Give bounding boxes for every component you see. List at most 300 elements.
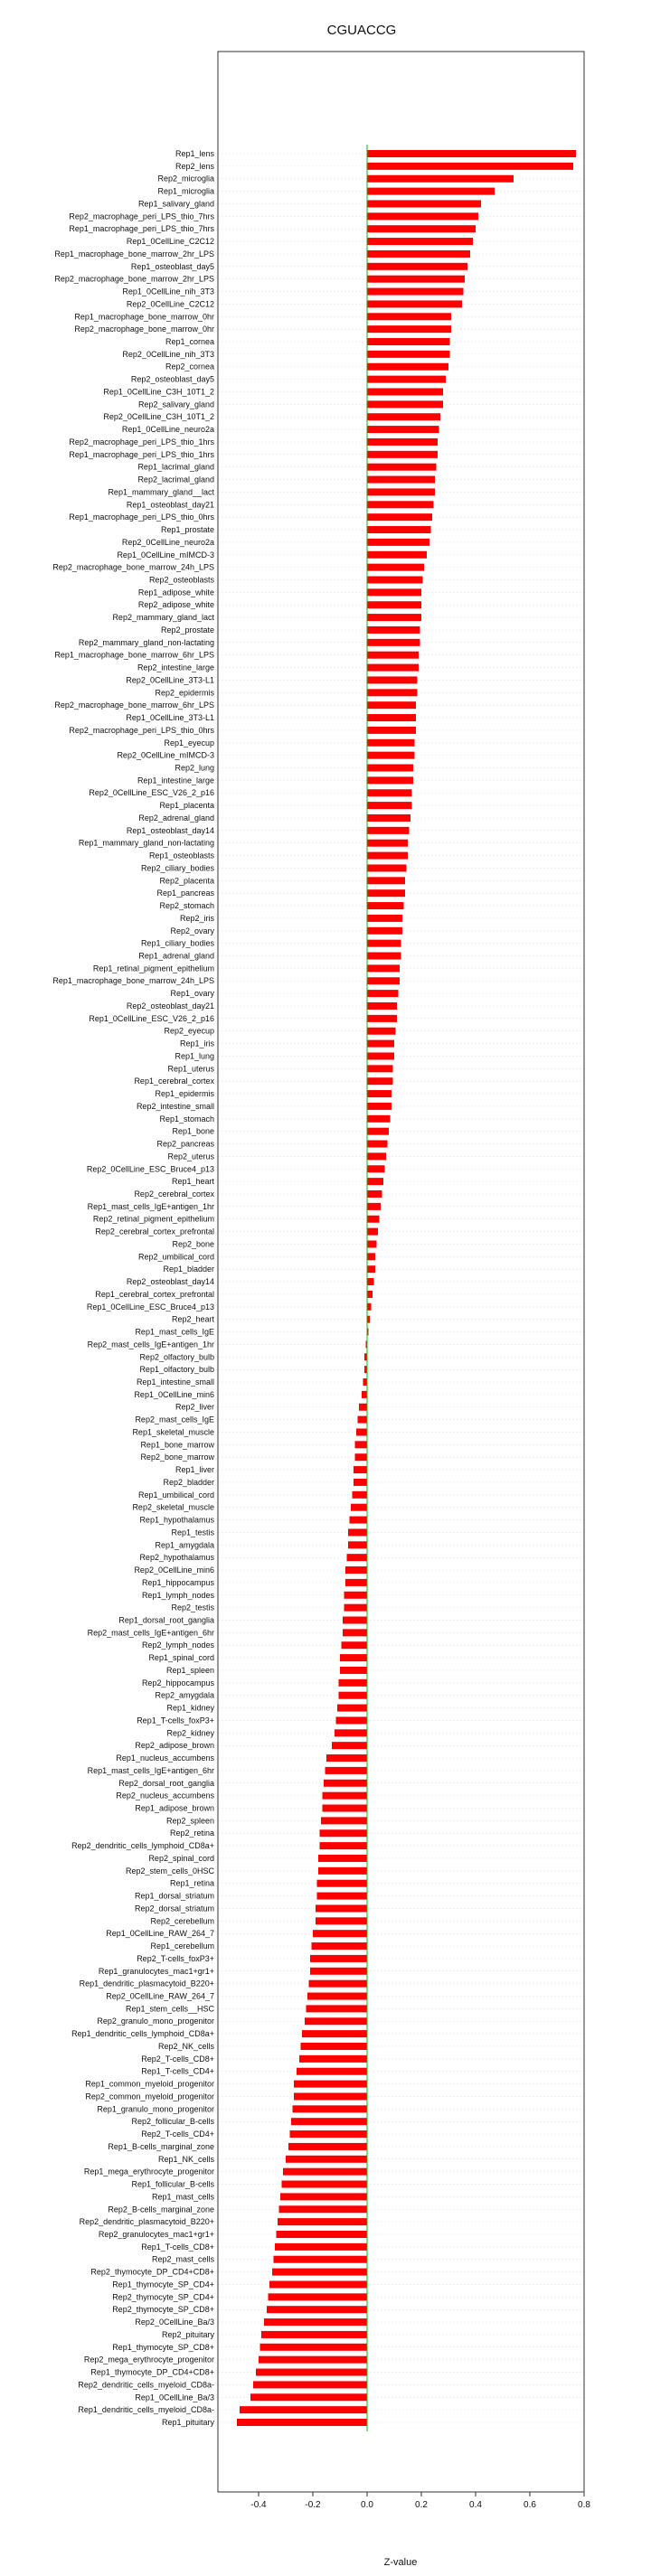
category-label: Rep1_0CellLine_ESC_V26_2_p16 [89, 1013, 214, 1023]
category-label: Rep2_uterus [167, 1152, 214, 1161]
category-label: Rep2_kidney [166, 1728, 214, 1738]
bar [367, 789, 412, 796]
bar [367, 827, 410, 834]
bar [367, 376, 446, 383]
bar [253, 2381, 367, 2388]
category-label: Rep1_heart [171, 1177, 214, 1187]
bar [367, 464, 437, 471]
category-label: Rep2_stem_cells_0HSC [125, 1866, 214, 1876]
category-label: Rep2_stomach [159, 901, 214, 911]
bar [367, 1240, 377, 1247]
category-label: Rep1_B-cells_marginal_zone [108, 2141, 214, 2151]
bar [317, 1880, 368, 1887]
category-label: Rep1_prostate [160, 525, 214, 535]
category-label: Rep2_mammary_gland_non-lactating [78, 637, 214, 647]
bar [367, 1103, 392, 1110]
category-label: Rep2_dorsal_root_ganglia [118, 1778, 214, 1788]
category-label: Rep2_pituitary [161, 2329, 214, 2339]
category-label: Rep2_osteoblasts [148, 575, 214, 585]
bar [367, 1028, 396, 1035]
category-label: Rep1_0CellLine_C3H_10T1_2 [103, 387, 214, 397]
category-label: Rep2_T-cells_CD4+ [141, 2129, 214, 2139]
bar [264, 2318, 367, 2326]
category-label: Rep1_osteoblasts [148, 851, 214, 860]
category-label: Rep2_hypothalamus [139, 1553, 214, 1563]
category-label: Rep1_mast_cells_IgE+antigen_6hr [87, 1765, 214, 1775]
category-label: Rep2_lens [175, 161, 214, 171]
category-label: Rep1_mast_cells_IgE+antigen_1hr [87, 1201, 214, 1211]
category-label: Rep1_0CellLine_3T3-L1 [126, 713, 214, 723]
category-label: Rep2_amygdala [155, 1690, 214, 1700]
category-label: Rep2_spleen [165, 1816, 214, 1826]
category-label: Rep1_liver [175, 1465, 214, 1475]
bar [343, 1629, 367, 1636]
category-label: Rep1_mega_erythrocyte_progenitor [83, 2167, 214, 2176]
x-tick-label: 0.6 [524, 2500, 536, 2510]
category-label: Rep2_B-cells_marginal_zone [108, 2205, 214, 2214]
bar [237, 2419, 367, 2426]
category-label: Rep2_lacrimal_gland [137, 475, 214, 484]
category-label: Rep1_pituitary [161, 2418, 214, 2427]
category-label: Rep2_cornea [165, 362, 214, 371]
category-label: Rep1_ciliary_bodies [140, 938, 214, 948]
category-label: Rep2_0CellLine_nih_3T3 [122, 349, 214, 359]
category-label: Rep1_testis [171, 1528, 214, 1537]
category-label: Rep1_spleen [165, 1665, 214, 1675]
bar [353, 1491, 368, 1499]
bar [367, 652, 419, 659]
category-label: Rep1_stem_cells__HSC [125, 2004, 214, 2014]
bar [367, 1002, 397, 1010]
category-label: Rep1_0CellLine_nih_3T3 [122, 287, 214, 296]
category-label: Rep2_placenta [159, 876, 214, 886]
category-label: Rep1_cerebral_cortex [134, 1076, 214, 1086]
bar [367, 1165, 385, 1172]
category-label: Rep1_hippocampus [141, 1577, 214, 1587]
category-label: Rep1_macrophage_peri_LPS_thio_7hrs [69, 224, 214, 234]
bar [367, 676, 418, 683]
category-label: Rep1_adipose_white [137, 588, 214, 597]
category-label: Rep1_cerebral_cortex_prefrontal [95, 1289, 214, 1299]
bar [358, 1416, 368, 1424]
category-label: Rep2_macrophage_bone_marrow_24h_LPS [52, 562, 214, 572]
bar [286, 2156, 367, 2163]
bar [316, 1917, 367, 1924]
bar [291, 2118, 367, 2125]
category-label: Rep2_osteoblast_day21 [126, 1001, 214, 1011]
category-label: Rep1_retina [169, 1878, 214, 1888]
bar [367, 739, 415, 747]
category-label: Rep1_T-cells_CD8+ [141, 2242, 214, 2252]
category-label: Rep1_0CellLine_RAW_264_7 [106, 1929, 214, 1939]
category-label: Rep2_pancreas [156, 1139, 214, 1149]
bar [367, 1015, 397, 1022]
bar [367, 915, 402, 922]
bar [326, 1767, 368, 1774]
category-label: Rep1_mast_cells_IgE [135, 1327, 214, 1337]
category-label: Rep1_T-cells_CD4+ [141, 2066, 214, 2076]
category-label: Rep1_stomach [159, 1114, 214, 1123]
category-label: Rep2_NK_cells [157, 2041, 214, 2051]
bar [320, 1842, 368, 1849]
bar [367, 852, 408, 860]
category-label: Rep2_intestine_small [136, 1101, 214, 1111]
category-label: Rep1_mammary_gland_non-lactating [78, 838, 214, 848]
category-label: Rep2_cerebral_cortex_prefrontal [95, 1227, 214, 1236]
category-label: Rep1_T-cells_foxP3+ [137, 1716, 214, 1725]
category-label: Rep2_nucleus_accumbens [116, 1791, 214, 1800]
bar [259, 2356, 367, 2364]
bar [367, 1040, 394, 1048]
category-label: Rep1_intestine_large [137, 776, 214, 785]
bar [343, 1616, 367, 1623]
category-label: Rep2_dorsal_striatum [134, 1904, 214, 1913]
bar [336, 1716, 368, 1724]
bar [355, 1441, 368, 1448]
category-label: Rep2_thymocyte_DP_CD4+CD8+ [90, 2267, 214, 2277]
category-label: Rep2_ciliary_bodies [140, 863, 214, 873]
category-label: Rep2_mast_cells [151, 2254, 214, 2264]
category-label: Rep1_macrophage_bone_marrow_24h_LPS [52, 976, 214, 986]
category-label: Rep2_epidermis [155, 688, 214, 698]
bar [240, 2406, 367, 2413]
bar [340, 1667, 367, 1674]
bar [367, 990, 399, 997]
bar [367, 964, 400, 972]
bar [288, 2143, 367, 2150]
x-tick-label: 0.2 [415, 2500, 428, 2510]
category-label: Rep1_0CellLine_mIMCD-3 [117, 550, 214, 559]
category-label: Rep1_macrophage_peri_LPS_thio_1hrs [69, 449, 214, 459]
category-label: Rep1_granulo_mono_progenitor [97, 2104, 214, 2114]
bar [299, 2055, 367, 2063]
bar [279, 2205, 368, 2213]
bar [339, 1679, 368, 1687]
bar [344, 1592, 368, 1599]
category-label: Rep2_0CellLine_ESC_V26_2_p16 [89, 788, 214, 798]
category-label: Rep1_thymocyte_SP_CD4+ [112, 2280, 214, 2289]
bar [260, 2344, 368, 2351]
category-label: Rep1_follicular_B-cells [131, 2179, 214, 2189]
category-label: Rep2_adrenal_gland [138, 813, 214, 823]
bar [367, 626, 420, 634]
category-label: Rep2_heart [171, 1314, 214, 1324]
category-label: Rep2_dendritic_cells_myeloid_CD8a- [78, 2380, 214, 2390]
category-label: Rep1_eyecup [164, 738, 214, 747]
category-label: Rep2_spinal_cord [148, 1853, 214, 1863]
bar [367, 814, 410, 822]
bar [367, 889, 405, 897]
bar [367, 388, 443, 395]
bar [335, 1729, 367, 1736]
x-axis-label: Z-value [383, 2557, 418, 2568]
bar [367, 1228, 378, 1236]
bar [261, 2331, 367, 2338]
category-label: Rep2_prostate [160, 625, 214, 635]
bar [269, 2280, 367, 2288]
bar [282, 2181, 368, 2188]
category-label: Rep2_macrophage_bone_marrow_6hr_LPS [54, 700, 214, 710]
bar [345, 1579, 367, 1586]
category-label: Rep2_retina [169, 1829, 214, 1838]
bar [367, 614, 421, 621]
bar [355, 1453, 368, 1461]
bar [367, 977, 400, 984]
bar [312, 1942, 368, 1950]
bar [367, 1178, 383, 1185]
bar [367, 940, 401, 947]
bar [359, 1404, 367, 1411]
bar [342, 1641, 368, 1649]
bar [367, 664, 419, 672]
bar [294, 2081, 367, 2088]
bar [318, 1867, 367, 1875]
category-label: Rep2_mega_erythrocyte_progenitor [83, 2355, 214, 2364]
bar [367, 325, 451, 333]
category-label: Rep1_pancreas [156, 888, 214, 898]
category-label: Rep1_iris [179, 1039, 214, 1048]
category-label: Rep2_0CellLine_C2C12 [126, 299, 214, 309]
category-label: Rep2_dendritic_plasmacytoid_B220+ [79, 2217, 214, 2227]
category-label: Rep1_lens [175, 149, 214, 158]
category-label: Rep1_osteoblast_day14 [126, 825, 214, 835]
bar [367, 714, 416, 721]
bar [340, 1654, 367, 1661]
category-label: Rep1_granulocytes_mac1+gr1+ [98, 1966, 214, 1976]
category-label: Rep1_mammary_gland__lact [108, 487, 214, 497]
bar [307, 2005, 368, 2012]
bar [363, 1378, 368, 1386]
x-tick-label: 0.8 [578, 2500, 590, 2510]
bar [348, 1528, 367, 1536]
x-tick-label: 0.4 [469, 2500, 482, 2510]
chart-title: CGUACCG [326, 23, 397, 38]
bar [367, 163, 573, 170]
x-axis [250, 2492, 590, 2510]
bar [367, 238, 473, 245]
bar [367, 1291, 373, 1298]
bar [367, 188, 495, 195]
bar [367, 1090, 392, 1097]
x-tick-label: -0.4 [250, 2500, 267, 2510]
bar [367, 840, 408, 847]
category-label: Rep2_macrophage_bone_marrow_2hr_LPS [54, 274, 214, 284]
category-label: Rep1_nucleus_accumbens [116, 1753, 214, 1763]
category-label: Rep1_hypothalamus [139, 1515, 214, 1525]
category-label: Rep2_follicular_B-cells [131, 2117, 214, 2127]
bar [367, 701, 416, 709]
bar [323, 1792, 368, 1800]
category-label: Rep2_granulo_mono_progenitor [97, 2017, 214, 2026]
bar [309, 1980, 368, 1988]
category-label: Rep2_0CellLine_neuro2a [121, 537, 214, 547]
category-label: Rep1_skeletal_muscle [132, 1427, 214, 1437]
bar [367, 802, 412, 809]
bar [337, 1705, 367, 1712]
bar [367, 776, 413, 784]
category-label: Rep2_adipose_brown [135, 1741, 214, 1751]
bar [367, 451, 438, 458]
category-label: Rep1_0CellLine_min6 [134, 1389, 214, 1399]
bar [367, 1253, 375, 1260]
category-label: Rep2_umbilical_cord [137, 1252, 214, 1262]
bar [367, 313, 451, 320]
bar [367, 927, 402, 935]
category-label: Rep1_uterus [167, 1064, 214, 1074]
bar [367, 276, 465, 283]
bar [310, 1968, 367, 1975]
bar [320, 1829, 368, 1837]
bar [367, 351, 450, 358]
category-label: Rep2_intestine_large [137, 663, 214, 672]
bar [351, 1504, 367, 1511]
category-label: Rep2_iris [179, 913, 214, 923]
category-label: Rep2_macrophage_bone_marrow_0hr [74, 324, 214, 334]
bar [316, 1904, 367, 1912]
bar [326, 1754, 367, 1762]
category-label: Rep1_cornea [165, 337, 214, 347]
category-label: Rep1_microglia [157, 186, 214, 196]
bar [350, 1517, 368, 1524]
bar [367, 1278, 374, 1285]
bar [367, 727, 416, 734]
category-label: Rep2_0CellLine_3T3-L1 [126, 675, 214, 685]
bar [354, 1479, 367, 1486]
bar [313, 1930, 367, 1937]
category-label: Rep1_olfactory_bulb [139, 1365, 214, 1375]
bar [344, 1604, 368, 1612]
bar [348, 1541, 367, 1548]
bar [367, 175, 514, 183]
category-label: Rep1_macrophage_bone_marrow_6hr_LPS [54, 650, 214, 660]
category-label: Rep2_osteoblast_day5 [130, 374, 214, 384]
bar [280, 2193, 367, 2200]
bar [367, 250, 470, 258]
category-label: Rep1_dorsal_striatum [134, 1891, 214, 1901]
bar [272, 2269, 367, 2276]
category-label: Rep1_bladder [163, 1264, 214, 1274]
category-label: Rep2_salivary_gland [137, 400, 214, 409]
category-label: Rep1_adrenal_gland [138, 951, 214, 961]
bar [321, 1817, 367, 1824]
bar [345, 1566, 367, 1574]
category-label: Rep1_epidermis [155, 1089, 214, 1099]
category-label: Rep1_bone [172, 1126, 214, 1136]
category-label: Rep2_0CellLine_ESC_Bruce4_p13 [86, 1164, 214, 1174]
category-label: Rep2_0CellLine_Ba/3 [135, 2317, 214, 2327]
category-label: Rep2_T-cells_foxP3+ [137, 1953, 214, 1963]
bar [367, 1265, 375, 1273]
bar [367, 263, 467, 270]
bar [367, 1141, 388, 1148]
category-label: Rep2_mast_cells_IgE+antigen_1hr [87, 1340, 214, 1349]
bar [367, 864, 407, 871]
bar [367, 1077, 393, 1085]
category-label: Rep1_lymph_nodes [141, 1590, 214, 1600]
category-label: Rep1_intestine_small [136, 1377, 214, 1387]
bar [274, 2256, 368, 2263]
category-label: Rep2_mast_cells_IgE [135, 1415, 214, 1424]
bar [367, 752, 415, 759]
bar [367, 902, 404, 909]
bar [367, 1128, 389, 1135]
bar [277, 2231, 368, 2238]
category-label: Rep1_retinal_pigment_epithelium [92, 964, 214, 973]
category-label: Rep1_thymocyte_SP_CD8+ [112, 2342, 214, 2352]
bar [290, 2130, 368, 2138]
bar [367, 639, 420, 646]
category-label: Rep2_lymph_nodes [141, 1641, 214, 1650]
bar [323, 1804, 368, 1811]
category-label: Rep1_mast_cells [151, 2192, 214, 2202]
category-label: Rep2_thymocyte_SP_CD4+ [112, 2292, 214, 2302]
category-label: Rep2_osteoblast_day14 [126, 1277, 214, 1287]
category-label: Rep2_ovary [170, 926, 214, 935]
category-label: Rep1_lacrimal_gland [137, 462, 214, 472]
category-label: Rep2_granulocytes_mac1+gr1+ [98, 2229, 214, 2239]
category-label: Rep2_lung [175, 763, 214, 773]
category-label: Rep1_dorsal_root_ganglia [118, 1615, 214, 1625]
category-label: Rep1_bone_marrow [140, 1440, 214, 1450]
category-label: Rep1_0CellLine_ESC_Bruce4_p13 [86, 1302, 214, 1312]
bar [367, 400, 443, 408]
category-label: Rep2_testis [171, 1603, 214, 1612]
category-label: Rep2_retinal_pigment_epithelium [92, 1214, 214, 1224]
x-tick-label: 0.0 [361, 2500, 373, 2510]
bar [250, 2393, 367, 2401]
bar [367, 150, 576, 157]
bar [367, 1216, 380, 1223]
bar [297, 2068, 367, 2075]
category-label: Rep1_macrophage_bone_marrow_2hr_LPS [54, 249, 214, 259]
category-label: Rep2_0CellLine_mIMCD-3 [117, 750, 214, 760]
bar [362, 1391, 367, 1398]
category-label: Rep1_placenta [159, 801, 214, 811]
bar [367, 953, 401, 960]
category-label: Rep1_osteoblast_day5 [130, 261, 214, 271]
category-label: Rep2_skeletal_muscle [132, 1502, 214, 1512]
bar [367, 601, 421, 608]
bar [275, 2243, 367, 2251]
bar [367, 564, 424, 571]
bar [367, 551, 427, 559]
bar [347, 1554, 368, 1561]
category-label: Rep2_mast_cells_IgE+antigen_6hr [87, 1628, 214, 1638]
category-label: Rep2_0CellLine_min6 [134, 1565, 214, 1575]
category-label: Rep1_common_myeloid_progenitor [85, 2079, 214, 2089]
category-label: Rep2_bladder [163, 1477, 214, 1487]
category-label: Rep1_cerebellum [150, 1941, 214, 1951]
category-label: Rep1_0CellLine_neuro2a [121, 425, 214, 435]
category-label: Rep2_eyecup [164, 1026, 214, 1036]
category-label: Rep2_mammary_gland_lact [112, 613, 214, 623]
bar [356, 1428, 367, 1435]
category-label: Rep1_spinal_cord [148, 1653, 214, 1663]
category-label: Rep1_macrophage_peri_LPS_thio_0hrs [69, 512, 214, 522]
bar [367, 501, 434, 508]
bar [367, 438, 438, 446]
bar [367, 576, 423, 583]
category-label: Rep2_bone [172, 1239, 214, 1249]
category-label: Rep1_thymocyte_DP_CD4+CD8+ [90, 2367, 214, 2377]
bar [283, 2168, 367, 2176]
bar [302, 2030, 367, 2037]
bar [339, 1692, 368, 1699]
category-label: Rep1_ovary [170, 989, 214, 999]
bar [367, 476, 435, 484]
bar [318, 1855, 367, 1862]
category-labels [52, 149, 214, 2427]
